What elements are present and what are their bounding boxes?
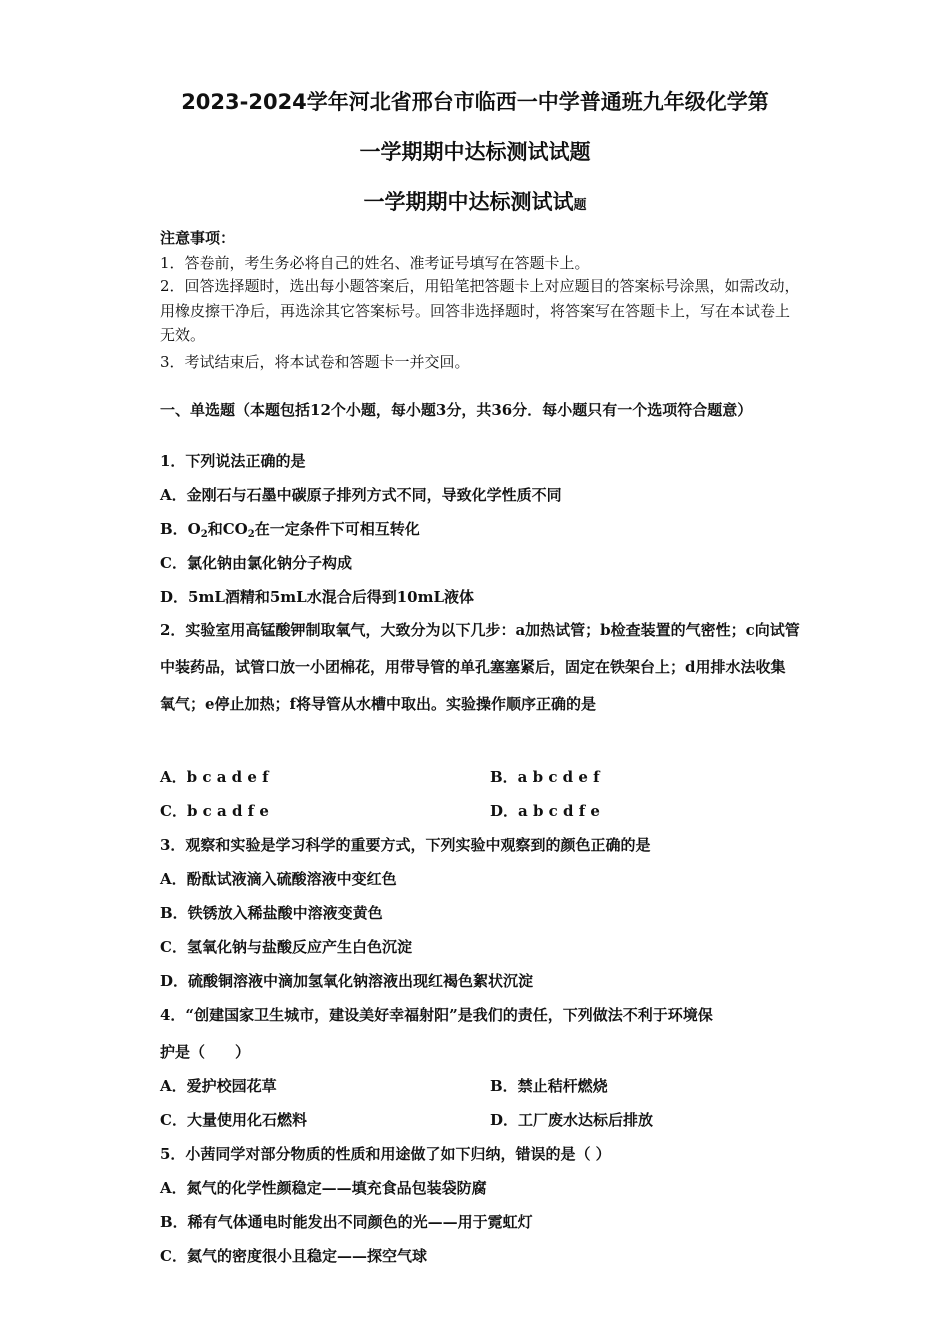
q1-option-d: D．5mL酒精和5mL水混合后得到10mL液体 <box>160 588 475 606</box>
q1-b-sub2: 2 <box>247 529 255 540</box>
q4-stem-line-1: 4．“创建国家卫生城市，建设美好幸福射阳”是我们的责任，下列做法不利于环境保 <box>160 1006 713 1024</box>
notes-item-3: 3．考试结束后，将本试卷和答题卡一并交回。 <box>160 353 470 371</box>
notes-item-1: 1．答卷前，考生务必将自己的姓名、准考证号填写在答题卡上。 <box>160 254 590 272</box>
title-line-1: 2023-2024学年河北省邢台市临西一中学普通班九年级化学第 <box>181 90 769 114</box>
title-line-2: 一学期期中达标测试试题 <box>359 140 591 164</box>
notes-heading: 注意事项： <box>160 229 236 247</box>
section-heading: 一、单选题（本题包括12个小题，每小题3分，共36分．每小题只有一个选项符合题意） <box>160 401 753 419</box>
q1-b-suffix: 在一定条件下可相互转化 <box>254 520 420 538</box>
q4-option-b: B．禁止秸杆燃烧 <box>490 1077 608 1095</box>
q4-stem-line-2: 护是（ ） <box>160 1043 251 1061</box>
q2-option-b: B．a b c d e f <box>490 768 600 786</box>
title-line-3-small: 题 <box>573 198 587 213</box>
q1-option-b <box>160 518 420 540</box>
notes-item-2: 2．回答选择题时，选出每小题答案后，用铅笔把答题卡上对应题目的答案标号涂黑，如需改动，用橡皮擦干净后，再选涂其它答案标号。回答非选择题时，将答案写在答题卡上，写在本试卷上无效。 <box>160 277 800 344</box>
q1-option-c: C．氯化钠由氯化钠分子构成 <box>160 554 352 572</box>
q1-option-a: A．金刚石与石墨中碳原子排列方式不同，导致化学性质不同 <box>160 486 562 504</box>
q5-option-b: B．稀有气体通电时能发出不同颜色的光——用于霓虹灯 <box>160 1213 533 1231</box>
q5-option-a: A．氮气的化学性颜稳定——填充食品包装袋防腐 <box>160 1179 487 1197</box>
q2-option-d: D．a b c d f e <box>490 802 600 820</box>
title-line-3-main: 一学期期中达标测试试 <box>363 190 574 214</box>
q5-stem: 5．小茜同学对部分物质的性质和用途做了如下归纳，错误的是（ ） <box>160 1145 611 1163</box>
q1-b-prefix: B．O <box>160 520 201 538</box>
q3-option-b: B．铁锈放入稀盐酸中溶液变黄色 <box>160 904 383 922</box>
q1-stem: 1．下列说法正确的是 <box>160 452 306 470</box>
q1-b-mid: 和CO <box>207 520 248 538</box>
q5-option-c: C．氦气的密度很小且稳定——探空气球 <box>160 1247 427 1265</box>
q2-stem: 2．实验室用高锰酸钾制取氧气，大致分为以下几步：a加热试管；b检查装置的气密性；c向试管中装药品，试管口放一小团棉花，用带导管的单孔塞塞紧后，固定在铁架台上；d用排水法收集氧气；e停止加热；f将导管从水槽中取出。实验操作顺序正确的是 <box>160 621 800 713</box>
q4-option-c: C．大量使用化石燃料 <box>160 1111 307 1129</box>
q4-option-d: D．工厂废水达标后排放 <box>490 1111 654 1129</box>
q2-option-a: A．b c a d e f <box>160 768 269 786</box>
title-line-3 <box>0 186 950 216</box>
q3-option-a: A．酚酞试液滴入硫酸溶液中变红色 <box>160 870 397 888</box>
q4-option-a: A．爱护校园花草 <box>160 1077 277 1095</box>
q1-b-sub1: 2 <box>200 529 208 540</box>
q3-option-c: C．氢氧化钠与盐酸反应产生白色沉淀 <box>160 938 412 956</box>
q2-option-c: C．b c a d f e <box>160 802 269 820</box>
q3-stem: 3．观察和实验是学习科学的重要方式，下列实验中观察到的颜色正确的是 <box>160 836 651 854</box>
q3-option-d: D．硫酸铜溶液中滴加氢氧化钠溶液出现红褐色絮状沉淀 <box>160 972 534 990</box>
